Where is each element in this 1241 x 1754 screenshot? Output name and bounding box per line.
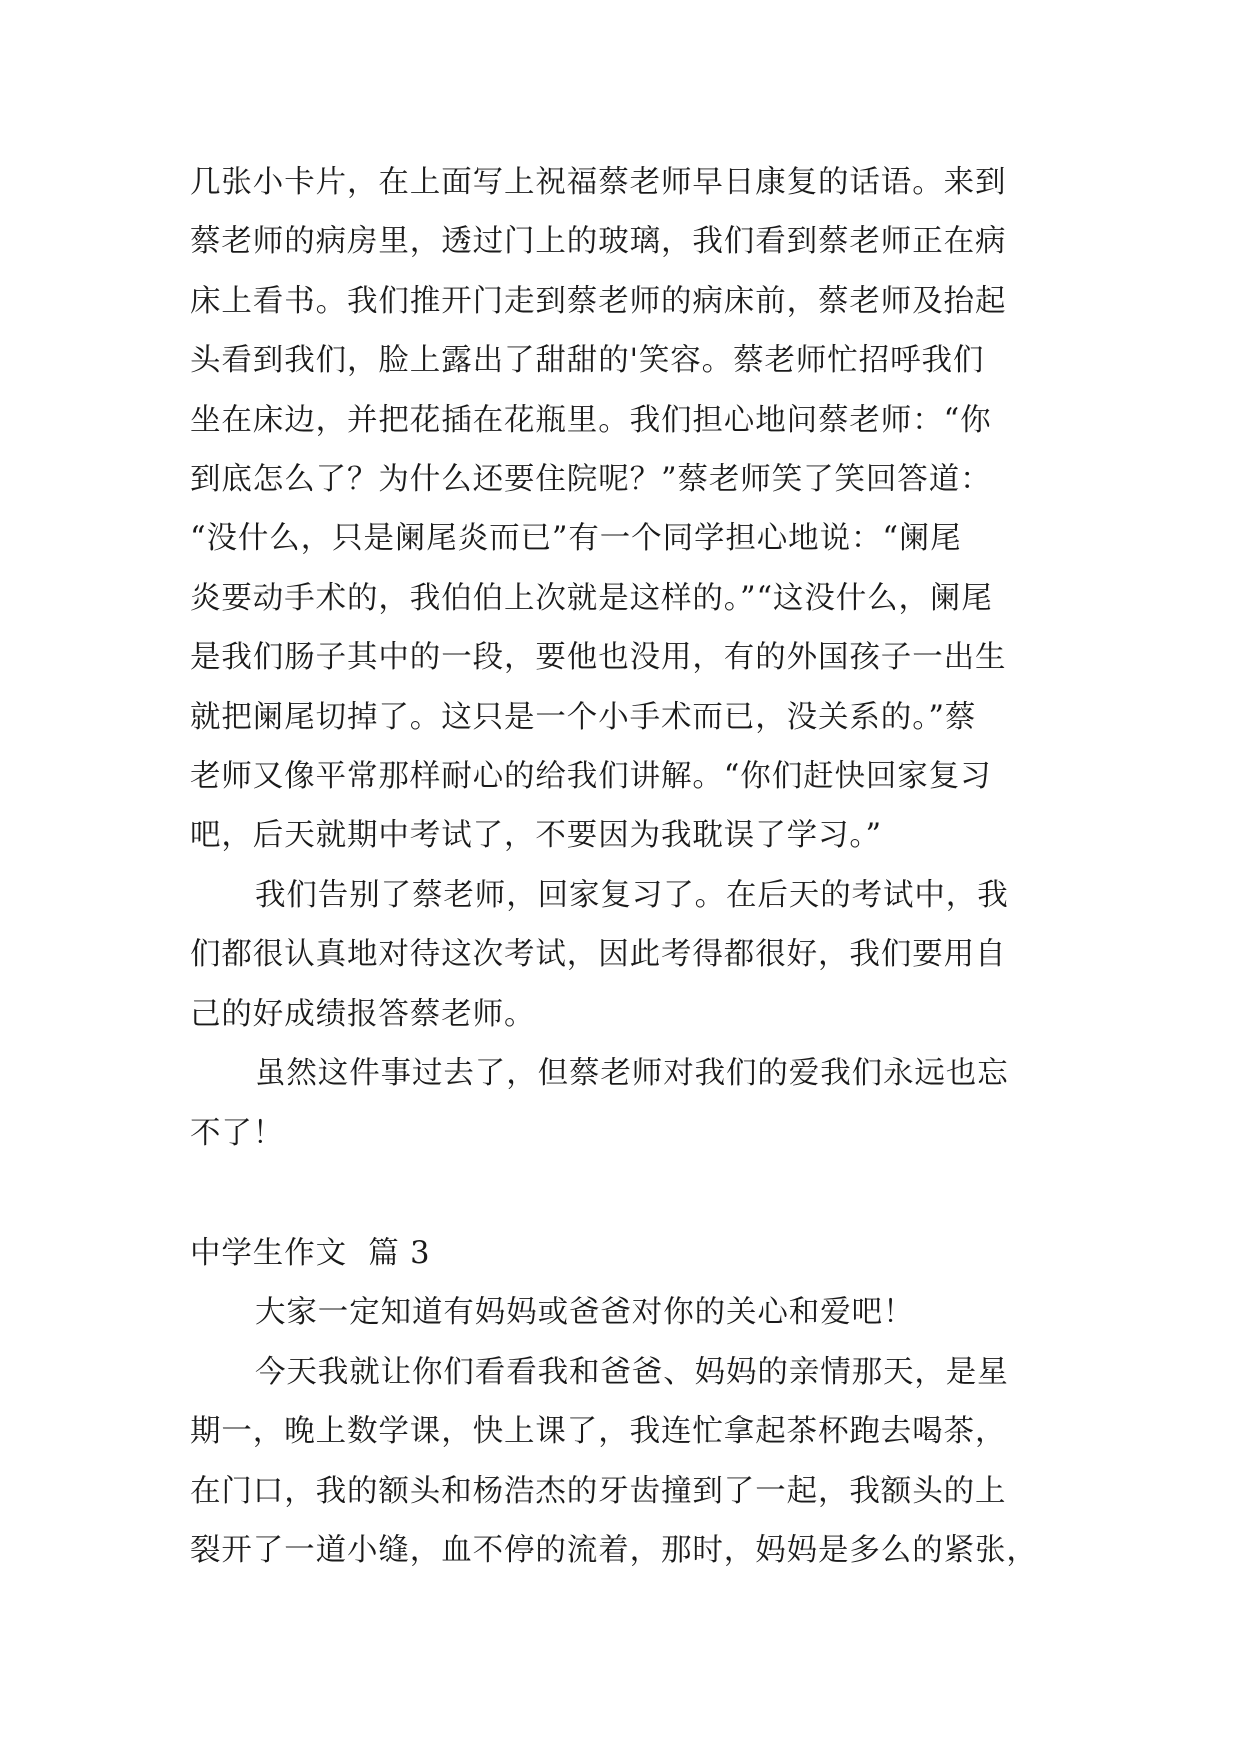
text-line: 就把阑尾切掉了。这只是一个小手术而已，没关系的。”蔡 (190, 699, 977, 735)
text-line: 到底怎么了？为什么还要住院呢？”蔡老师笑了笑回答道： (190, 462, 992, 498)
essay-section-3 (190, 1224, 1052, 1580)
text-line: 炎要动手术的，我伯伯上次就是这样的。”“这没什么，阑尾 (190, 580, 993, 616)
text-line: 头看到我们，脸上露出了甜甜的'笑容。蔡老师忙招呼我们 (190, 343, 985, 379)
text-line: 吧，后天就期中考试了，不要因为我耽误了学习。” (190, 818, 883, 854)
section-title: 中学生作文 篇 3 (190, 1236, 431, 1271)
text-line: 不了！ (190, 1115, 285, 1151)
text-line: 裂开了一道小缝，血不停的流着，那时，妈妈是多么的紧张， (190, 1533, 1038, 1569)
text-line: 期一，晚上数学课，快上课了，我连忙拿起茶杯跑去喝茶， (190, 1414, 1007, 1450)
text-line: 是我们肠子其中的一段，要他也没用，有的外国孩子一出生 (190, 640, 1007, 676)
text-line: 几张小卡片，在上面写上祝福蔡老师早日康复的话语。来到 (190, 165, 1007, 200)
text-line: 老师又像平常那样耐心的给我们讲解。“你们赶快回家复习 (190, 759, 992, 795)
text-line: 虽然这件事过去了，但蔡老师对我们的爱我们永远也忘 (255, 1056, 1009, 1092)
text-line: 我们告别了蔡老师，回家复习了。在后天的考试中，我 (255, 877, 1009, 913)
text-line: 床上看书。我们推开门走到蔡老师的病床前，蔡老师及抬起 (190, 283, 1007, 319)
text-line: 今天我就让你们看看我和爸爸、妈妈的亲情那天，是星 (255, 1354, 1009, 1390)
text-line: 蔡老师的病房里，透过门上的玻璃，我们看到蔡老师正在病 (190, 224, 1007, 260)
text-line: 己的好成绩报答蔡老师。 (190, 996, 536, 1032)
text-line: 们都很认真地对待这次考试，因此考得都很好，我们要用自 (190, 937, 1007, 973)
text-line: “没什么，只是阑尾炎而已”有一个同学担心地说：“阑尾 (190, 521, 962, 557)
text-line: 坐在床边，并把花插在花瓶里。我们担心地问蔡老师：“你 (190, 402, 992, 438)
text-line: 大家一定知道有妈妈或爸爸对你的关心和爱吧！ (255, 1295, 915, 1331)
text-line: 在门口，我的额头和杨浩杰的牙齿撞到了一起，我额头的上 (190, 1473, 1007, 1509)
essay-continuation (190, 153, 1052, 1163)
